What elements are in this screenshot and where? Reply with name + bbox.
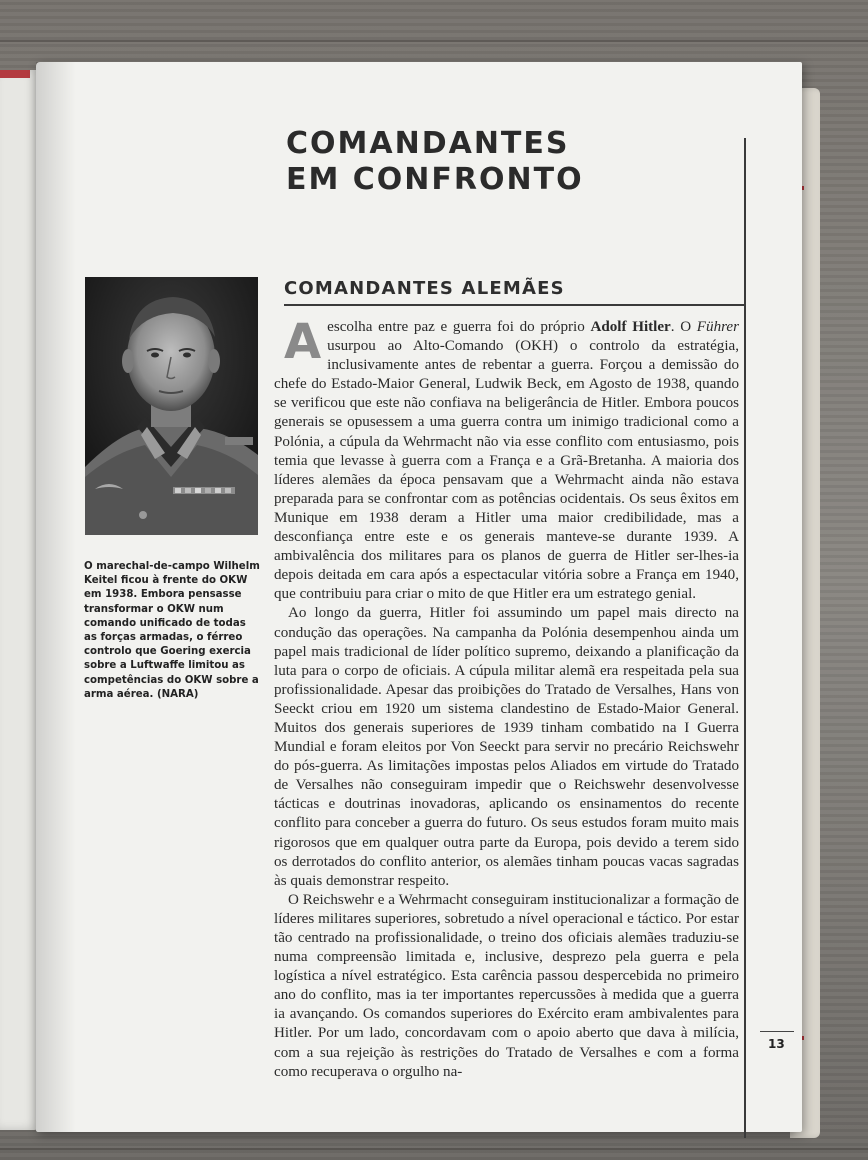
page-number: 13 [768,1037,785,1051]
photo-caption: O marechal-de-campo Wilhelm Keitel ficou à frente do OKW em 1938. Embora pensasse transformar o OKW num comando unificado de todas as forças armadas, o férreo controlo que Goering exercia sobre a Luftwaffe limitou as competências do OKW sobre a arma aérea. (NARA) [84,561,260,700]
article-paragraph [274,314,739,604]
article-name-bold: Adolf Hitler [590,319,671,335]
page-number-rule [760,1031,794,1032]
drop-cap: A [284,314,322,370]
section-title: COMANDANTES ALEMÃES [284,278,565,299]
portrait-photo [85,277,258,535]
article-body [274,314,739,1082]
page-title-line-1: COMANDANTES [286,126,570,161]
article-paragraph: Ao longo da guerra, Hitler foi assumindo um papel mais directo na condução das operações. Na campanha da Polónia desempenhou ainda um papel mais tradicional de líder político supremo, deixando a planificação da luta para o corpo de oficiais. A cúpula militar alemã era respeitada pela sua profissionalidade. Apesar das proibições do Tratado de Versalhes, Hans von Seeckt criou em 1920 um sistema clandestino de Estado-Maior General. Muitos dos generais superiores de 1939 tinham combatido na I Guerra Mundial e foram eleitos por Von Seeckt para servir no precário Reichswehr do pós-guerra. As limitações impostas pelos Aliados em virtude do Tratado de Versalhes não conseguiram impedir que o Reichswehr desenvolvesse tácticas e doutrinas inovadoras, aplicando os ensinamentos do recente conflito para conceber a guerra do futuro. Os seus estudos foram muito mais rigorosos que em qualquer outra parte da Europa, pois devido a terem sido os derrotados do conflito anterior, os alemães tinham poucas vacas sagradas às quais demonstrar respeito. [274,605,739,889]
vertical-rule [744,138,746,1138]
section-rule [284,304,744,306]
article-text: . O [670,319,697,335]
page-title [286,126,584,198]
article-term-italic: Führer [696,319,739,335]
article-text: escolha entre paz e guerra foi do próprio [327,319,591,335]
article-text: usurpou ao Alto-Comando (OKH) o controlo da estratégia, inclusivamente antes de rebentar a guerra. Forçou a demissão do chefe do Estado-Maior General, Ludwik Beck, em Agosto de 1938, quando se verificou que este não confiava na beligerância de Hitler. Embora poucos generais se opusessem a uma guerra contra um inimigo tradicional como a Polónia, a cúpula da Wehrmacht não via esse conflito com entusiasmo, pois temia que levasse à guerra com a França e a Grã-Bretanha. A maioria dos líderes alemães da época pensavam que a Wehrmacht ainda não estava preparada para se confrontar com as potências ocidentais. Os seus êxitos em Munique em 1938 deram a Hitler uma maior credibilidade, mas a desconfiança entre este e os generais manteve-se durante 1939. A ambivalência dos militares para os planos de guerra de Hitler ser-lhes-ia depois deitada em cara após a espectacular vitória sobre a França em 1940, que contribuiu para criar o mito de que Hitler era um estratego genial. [274,338,739,603]
page-title-line-2: EM CONFRONTO [286,162,584,197]
portrait-illustration [85,277,258,535]
desk-grain [0,40,868,42]
desk-grain [0,1148,868,1150]
article-paragraph: O Reichswehr e a Wehrmacht conseguiram institucionalizar a formação de líderes militares superiores, sobretudo a nível operacional e táctico. Por estar tão centrado na profissionalidade, o treino dos oficiais alemães traduziu-se numa compreensão limitada e, inclusive, desprezo pela guerra e pela logística a nível estratégico. Esta carência passou despercebida no primeiro ano do conflito, mas ia ter importantes repercussões à medida que a guerra ia avançando. Os comandos superiores do Exército eram ambivalentes para Hitler. Por um lado, concordavam com o apoio aberto que dava à milícia, com a sua rejeição às restrições do Tratado de Versalhes e com a forma como recuperava o orgulho na- [274,891,739,1080]
book-left-page-edge [0,70,40,1130]
